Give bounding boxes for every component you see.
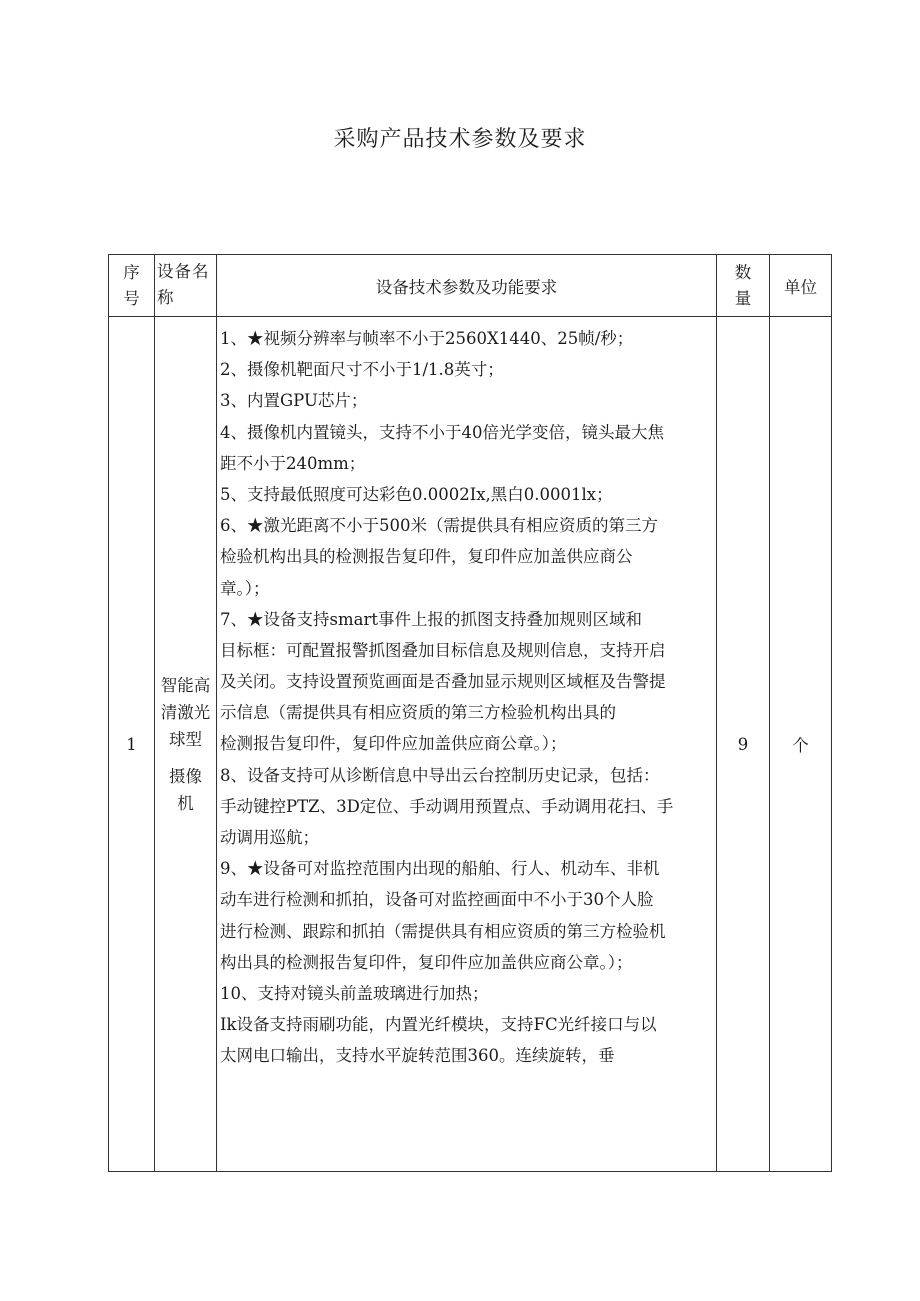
device-name-line: 机 bbox=[177, 793, 194, 813]
param-line: 构出具的检测报告复印件，复印件应加盖供应商公章。）； bbox=[220, 952, 633, 972]
param-line: 检测报告复印件，复印件应加盖供应商公章。）； bbox=[220, 734, 567, 754]
header-quantity: 数 量 bbox=[717, 255, 770, 317]
param-line: 手动键控PTZ、3D定位、手动调用预置点、手动调用花扫、手 bbox=[220, 796, 674, 816]
param-line: 动车进行检测和抓拍，设备可对监控画面中不小于30个人脸 bbox=[220, 890, 654, 910]
param-line: 6、★激光距离不小于500米（需提供具有相应资质的第三方 bbox=[220, 516, 658, 536]
device-name-line: 球型 bbox=[169, 729, 202, 749]
param-line: 8、设备支持可从诊断信息中导出云台控制历史记录，包括： bbox=[220, 765, 660, 785]
param-line: 进行检测、跟踪和抓拍（需提供具有相应资质的第三方检验机 bbox=[220, 921, 666, 941]
row-device-name bbox=[155, 317, 217, 1172]
device-name-line: 清激光 bbox=[160, 702, 211, 722]
param-line: 3、内置GPU芯片； bbox=[220, 391, 368, 411]
param-line: 示信息（需提供具有相应资质的第三方检验机构出具的 bbox=[220, 703, 616, 723]
param-line: 动调用巡航； bbox=[220, 828, 319, 847]
row-quantity: 9 bbox=[717, 317, 770, 1172]
param-line: Ik设备支持雨刷功能，内置光纤模块，支持FC光纤接口与以 bbox=[220, 1015, 657, 1035]
table-row bbox=[109, 317, 832, 1172]
header-seq: 序 号 bbox=[109, 255, 155, 317]
param-line: 5、支持最低照度可达彩色0.0002Ix,黑白0.0001lx； bbox=[220, 484, 613, 504]
param-line: 2、摄像机靶面尺寸不小于1/1.8英寸； bbox=[220, 360, 504, 380]
row-params bbox=[217, 317, 717, 1172]
param-line: 4、摄像机内置镜头，支持不小于40倍光学变倍，镜头最大焦 bbox=[220, 422, 664, 442]
header-device-name: 设备名称 bbox=[155, 255, 217, 317]
table-header-row bbox=[109, 255, 832, 317]
param-line: 检验机构出具的检测报告复印件，复印件应加盖供应商公 bbox=[220, 547, 633, 567]
spec-table bbox=[108, 254, 832, 1172]
param-line: 10、支持对镜头前盖玻璃进行加热； bbox=[220, 983, 489, 1003]
param-line: 9、★设备可对监控范围内出现的船舶、行人、机动车、非机 bbox=[220, 859, 660, 879]
device-name-line: 摄像 bbox=[169, 766, 202, 786]
header-unit: 单位 bbox=[770, 255, 832, 317]
param-line: 距不小于240mm； bbox=[220, 453, 366, 473]
row-seq: 1 bbox=[109, 317, 155, 1172]
device-name-line: 智能高 bbox=[160, 675, 211, 695]
document-title: 采购产品技术参数及要求 bbox=[333, 127, 587, 152]
param-line: 7、★设备支持smart事件上报的抓图支持叠加规则区域和 bbox=[220, 609, 642, 629]
param-line: 太网电口输出，支持水平旋转范围360。连续旋转，垂 bbox=[220, 1046, 615, 1066]
row-unit: 个 bbox=[770, 317, 832, 1172]
header-params: 设备技术参数及功能要求 bbox=[217, 255, 717, 317]
param-line: 目标框：可配置报警抓图叠加目标信息及规则信息，支持开启 bbox=[220, 640, 666, 660]
param-line: 章。）； bbox=[220, 578, 270, 598]
param-line: 及关闭。支持设置预览画面是否叠加显示规则区域框及告警提 bbox=[220, 672, 666, 692]
param-line: 1、★视频分辨率与帧率不小于2560X1440、25帧/秒； bbox=[220, 329, 634, 348]
